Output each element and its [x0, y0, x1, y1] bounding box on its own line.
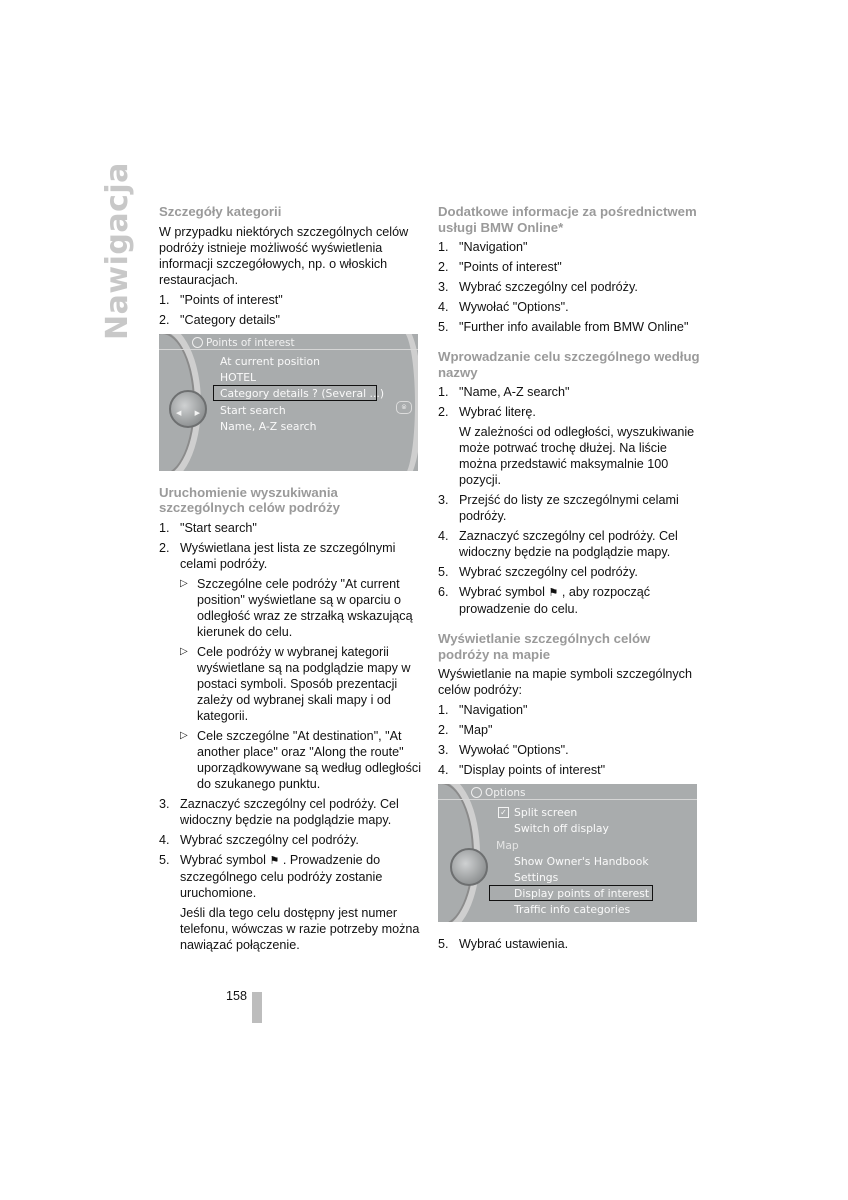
menu-item-hotel[interactable]: HOTEL [220, 370, 257, 384]
list-number: 2. [438, 723, 449, 737]
idrive-controller-icon [169, 390, 207, 428]
list-number: 5. [438, 937, 449, 951]
list-text: "Points of interest" [180, 292, 283, 307]
list-item [159, 796, 424, 828]
triangle-right-icon: ▷ [180, 729, 188, 741]
list-number: 3. [438, 743, 449, 757]
navigation-icon [192, 337, 203, 348]
list-item [159, 832, 424, 848]
screen-header [438, 784, 697, 800]
list-text: Wywołać "Options". [459, 743, 569, 757]
list-item [159, 312, 424, 328]
triangle-right-icon: ▷ [180, 577, 188, 589]
list-number: 2. [159, 540, 170, 555]
list-number: 2. [438, 405, 449, 419]
sub-list-text: Cele podróży w wybranej kategorii wyświetlane są na podglądzie mapy w postaci symboli. Sposób prezentacji zależy od wybranej skali mapy i od kategorii. [197, 644, 411, 723]
list-item [438, 584, 700, 617]
menu-item-category-details[interactable]: Category details ? (Several ...) [220, 386, 385, 400]
chapter-side-tab: Nawigacja [100, 162, 135, 340]
note-paragraph: W zależności od odległości, wyszukiwanie może potrwać trochę dłużej. Na liście można przedstawić maksymalnie 100 pozycji. [459, 425, 695, 487]
section-heading-name-search: Wprowadzanie celu szczególnego według nazwy [438, 349, 700, 380]
list-item [438, 702, 700, 718]
list-number: 1. [438, 703, 449, 717]
list-number: 1. [438, 240, 449, 254]
list-text: Wywołać "Options". [459, 300, 569, 314]
screen-title: Points of interest [206, 336, 295, 349]
scroll-indicator-icon: ⦾ [396, 401, 412, 414]
paragraph: Wyświetlanie na mapie symboli szczególnych celów podróży: [438, 667, 692, 697]
list-number: 5. [438, 565, 449, 579]
list-text-part: Wybrać symbol [180, 852, 270, 867]
right-column [438, 204, 700, 956]
menu-item-at-current-position[interactable]: At current position [220, 354, 321, 368]
list-text: Zaznaczyć szczególny cel podróży. Cel widoczny będzie na podglądzie mapy. [180, 796, 399, 827]
list-item [438, 762, 700, 778]
list-number: 1. [159, 520, 170, 535]
list-item [438, 384, 700, 400]
list-text: Wybrać szczególny cel podróży. [180, 832, 359, 847]
section-heading-show-on-map: Wyświetlanie szczególnych celów podróży na mapie [438, 631, 651, 662]
list-text: "Category details" [180, 312, 280, 327]
sub-list-item [180, 576, 424, 640]
screen-header [159, 334, 418, 350]
list-number: 2. [438, 260, 449, 274]
list-number: 1. [438, 385, 449, 399]
list-item [438, 259, 700, 275]
list-number: 3. [438, 493, 449, 507]
checkbox-checked-icon: ✓ [498, 807, 509, 818]
list-text [459, 584, 700, 617]
list-number: 2. [159, 312, 170, 327]
list-text-part: Wybrać symbol [459, 585, 549, 599]
list-text: "Name, A-Z search" [459, 385, 570, 399]
menu-group-map: Map [496, 839, 519, 852]
list-item [159, 852, 424, 901]
paragraph: W przypadku niektórych szczególnych celów podróży istnieje możliwość wyświetlenia informacji szczegółowych, np. o włoskich restauracjach. [159, 224, 409, 287]
list-number: 4. [438, 763, 449, 777]
left-arrow-icon: ◀ [176, 408, 182, 417]
menu-item-switch-off-display[interactable]: Switch off display [514, 822, 609, 835]
list-number: 3. [438, 280, 449, 294]
list-text: "Start search" [180, 520, 257, 535]
list-item [438, 564, 700, 580]
sub-list-item [180, 728, 424, 792]
list-text: Przejść do listy ze szczególnymi celami podróży. [459, 493, 679, 523]
list-item [438, 319, 700, 335]
list-text: Zaznaczyć szczególny cel podróży. Cel widoczny będzie na podglądzie mapy. [459, 529, 678, 559]
list-item [438, 936, 700, 952]
menu-item-traffic-info[interactable]: Traffic info categories [514, 903, 631, 916]
destination-flag-icon: ⚑ [548, 587, 559, 599]
list-text: Wybrać szczególny cel podróży. [459, 280, 638, 294]
sub-list-text: Cele szczególne "At destination", "At another place" oraz "Along the route" uporządkowywane są według odległości do szukanego punktu. [197, 728, 422, 791]
right-arrow-icon: ▶ [194, 408, 200, 417]
menu-item-split-screen[interactable]: Split screen [514, 806, 578, 819]
list-item [438, 239, 700, 255]
list-item [438, 492, 700, 524]
screenshot-options [438, 784, 697, 922]
list-item [438, 742, 700, 758]
sub-list-item [180, 644, 424, 724]
list-text-part: . Prowadzenie do szczególnego celu podróży zostanie uruchomione. [180, 852, 383, 900]
list-number: 5. [438, 320, 449, 334]
list-text: Wybrać literę. [459, 405, 536, 419]
list-number: 3. [159, 796, 170, 811]
list-item [438, 722, 700, 738]
list-item [159, 520, 424, 536]
destination-flag-icon: ⚑ [269, 854, 280, 867]
list-text: "Map" [459, 723, 493, 737]
list-item [159, 292, 424, 308]
list-text: "Further info available from BMW Online" [459, 320, 689, 334]
note-paragraph: Jeśli dla tego celu dostępny jest numer telefonu, wówczas w razie potrzeby można nawiązać połączenie. [180, 905, 420, 952]
idrive-controller-icon [450, 848, 488, 886]
menu-item-owners-handbook[interactable]: Show Owner's Handbook [514, 855, 649, 868]
list-text-part: , aby rozpocząć prowadzenie do celu. [459, 585, 651, 616]
triangle-right-icon: ▷ [180, 645, 188, 657]
list-text: "Navigation" [459, 240, 528, 254]
list-item [438, 404, 700, 420]
list-text: Wyświetlana jest lista ze szczególnymi celami podróży. [180, 540, 396, 571]
list-text: Wybrać szczególny cel podróży. [459, 565, 638, 579]
sub-list-text: Szczególne cele podróży "At current position" wyświetlane są w oparciu o odległość wraz ze strzałką wskazującą kierunek do celu. [197, 576, 413, 639]
menu-item-display-poi[interactable]: Display points of interest [514, 887, 650, 900]
menu-item-name-search[interactable]: Name, A-Z search [220, 419, 317, 433]
list-item [159, 540, 424, 572]
list-number: 6. [438, 585, 449, 599]
screen-title: Options [485, 787, 526, 799]
section-heading-bmw-online: Dodatkowe informacje za pośrednictwem usługi BMW Online* [438, 204, 697, 235]
list-text [180, 852, 424, 901]
list-number: 4. [438, 529, 449, 543]
list-text: "Display points of interest" [459, 763, 606, 777]
section-heading-category-details: Szczegóły kategorii [159, 204, 282, 219]
list-text: Wybrać ustawienia. [459, 937, 569, 951]
list-number: 1. [159, 292, 170, 307]
list-item [438, 299, 700, 315]
list-text: "Navigation" [459, 703, 528, 717]
list-text: "Points of interest" [459, 260, 562, 274]
list-item [438, 279, 700, 295]
list-number: 4. [438, 300, 449, 314]
menu-item-settings[interactable]: Settings [514, 871, 559, 884]
page-number: 158 [226, 989, 248, 1003]
section-heading-start-search: Uruchomienie wyszukiwania szczególnych celów podróży [159, 484, 340, 515]
left-column [159, 204, 424, 957]
screenshot-points-of-interest [159, 334, 418, 471]
list-item [438, 528, 700, 560]
navigation-icon [471, 787, 482, 798]
menu-item-start-search[interactable]: Start search [220, 403, 286, 417]
list-number: 5. [159, 852, 170, 867]
page-marker-bar [252, 992, 262, 1023]
list-number: 4. [159, 832, 170, 847]
